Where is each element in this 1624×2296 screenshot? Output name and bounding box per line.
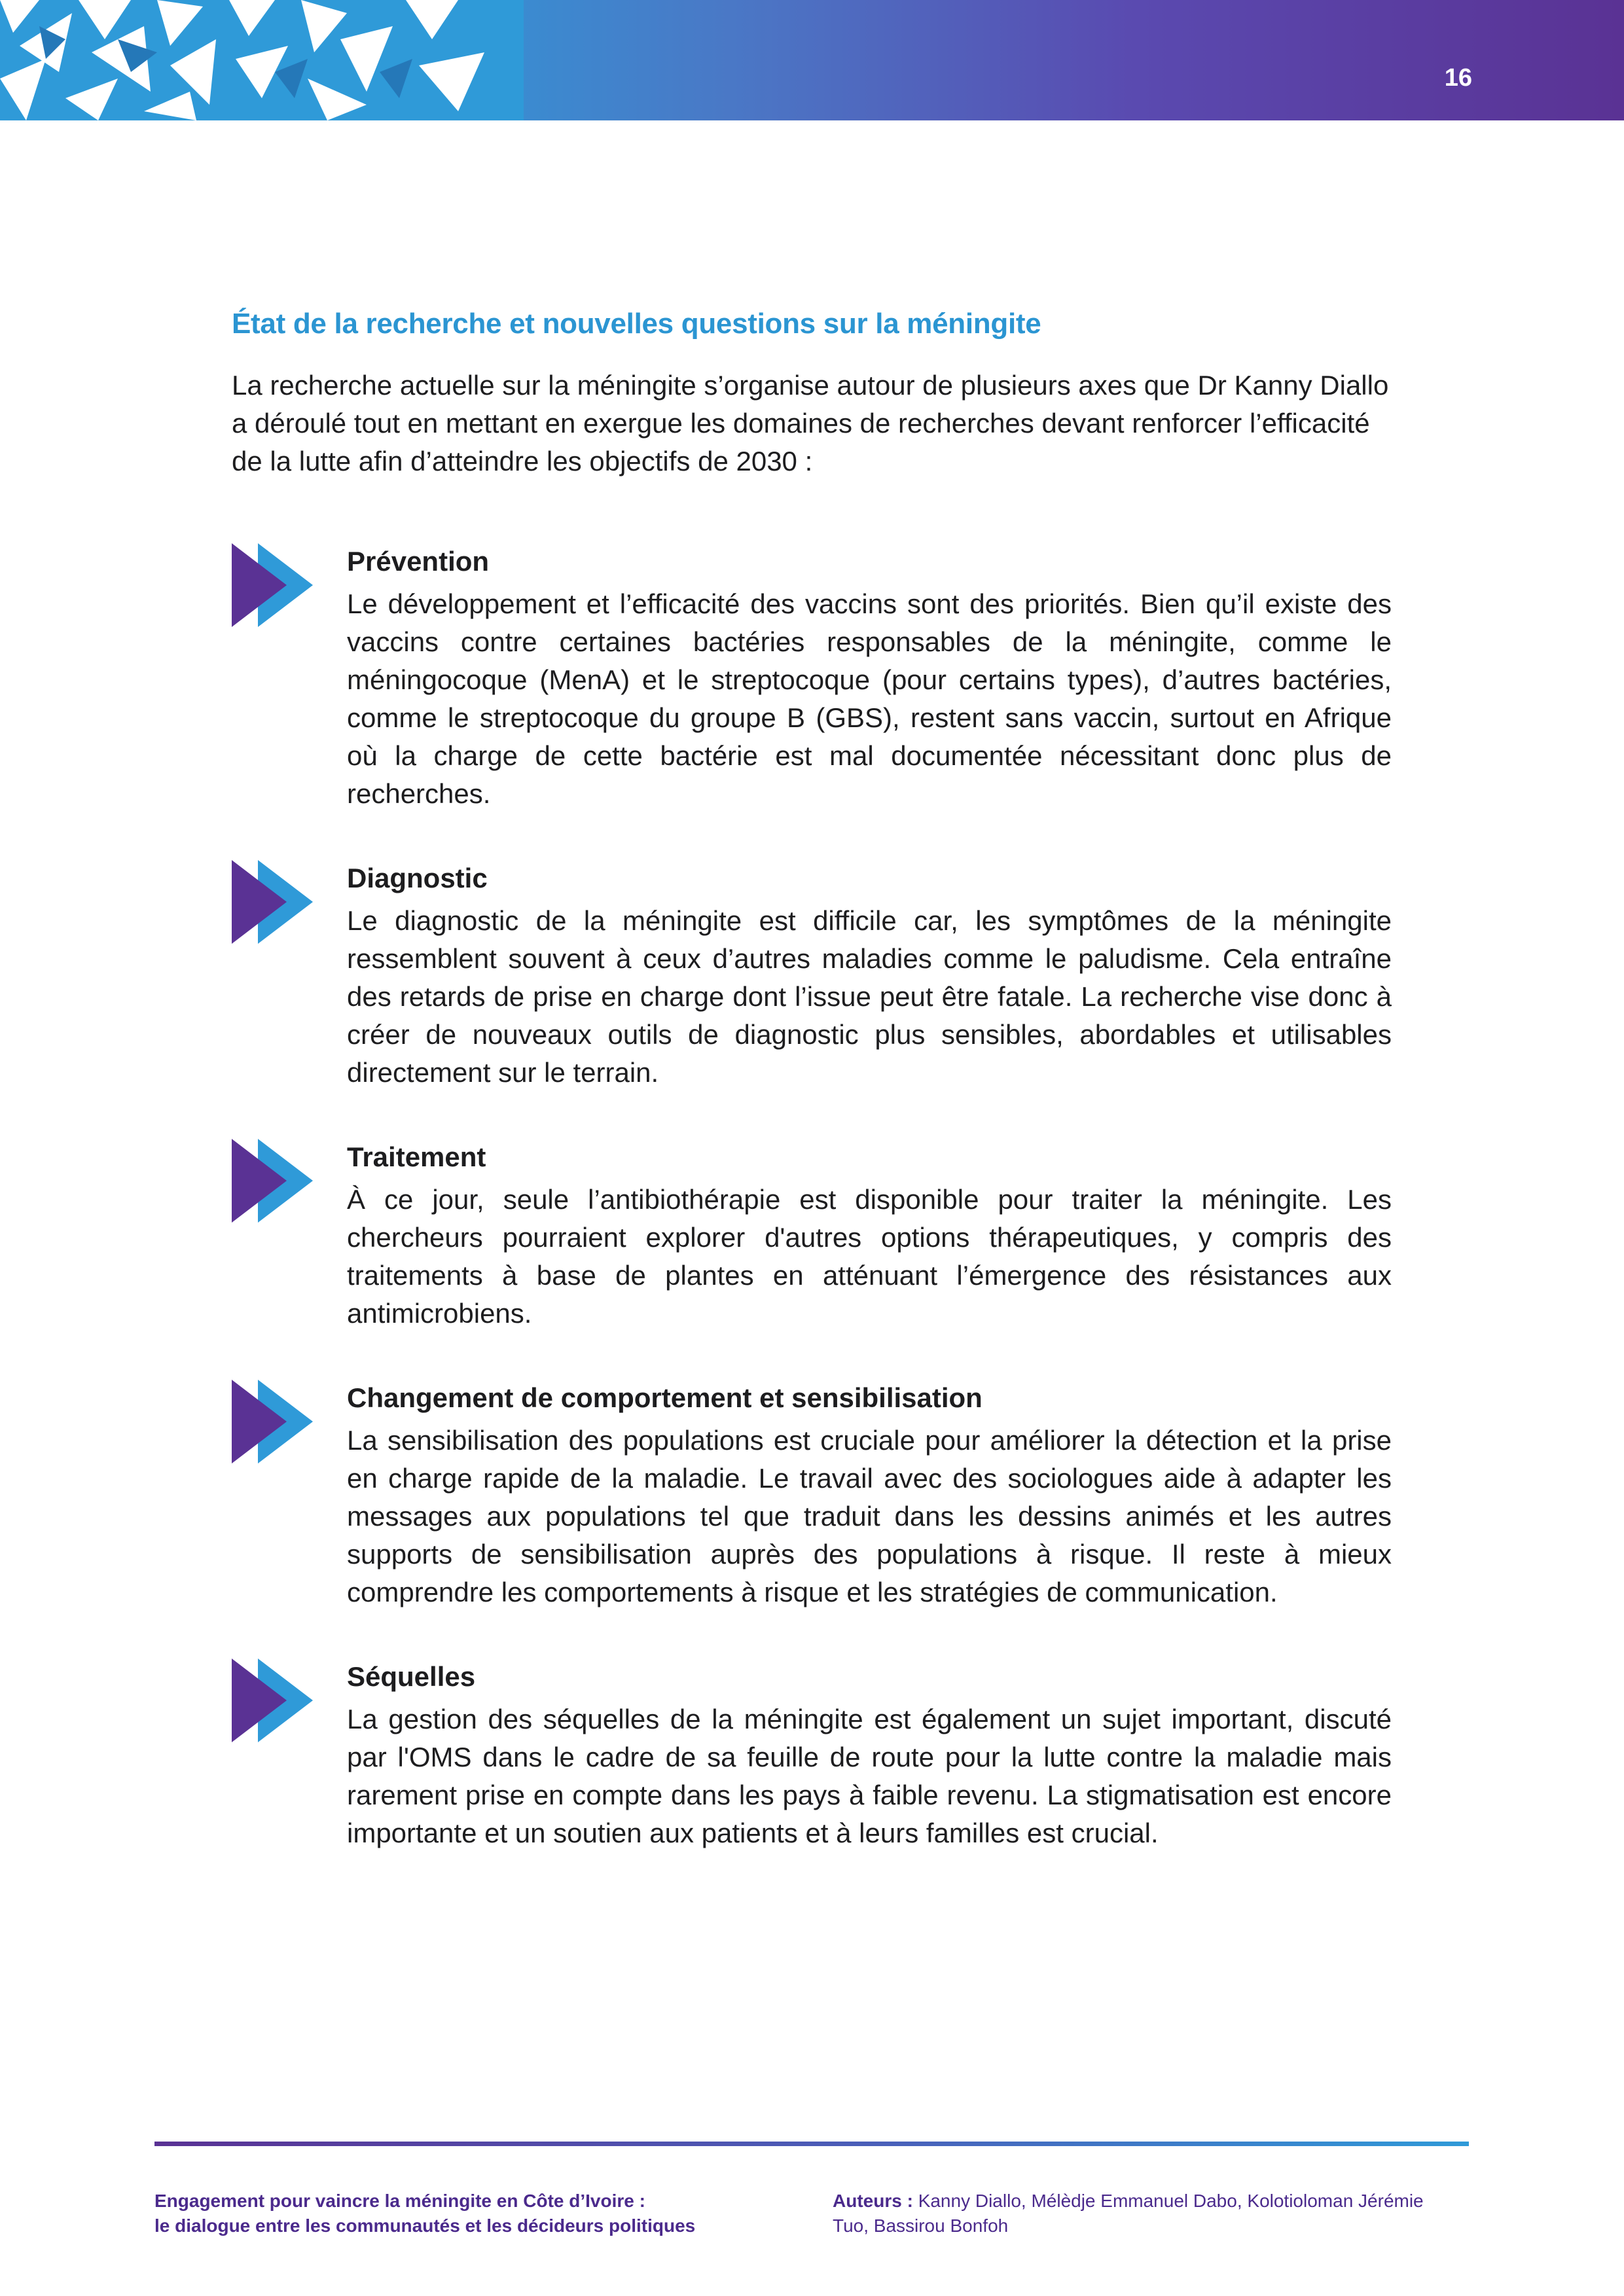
footer-divider	[154, 2142, 1469, 2146]
axis-body: À ce jour, seule l’antibiothérapie est disponible pour traiter la méningite. Les chercheurs pourraient explorer d'autres options thérapeutiques, y compris des traitements à base de plantes en atténuant l’émergence des résistances aux antimicrobiens.	[347, 1184, 1392, 1329]
footer-title-line2: le dialogue entre les communautés et les décideurs politiques	[154, 2215, 696, 2236]
footer-document-title	[154, 2189, 796, 2238]
axis-item-sensibilisation	[232, 1380, 1392, 1611]
shattered-mosaic-decoration	[0, 0, 524, 120]
footer-authors	[833, 2189, 1461, 2238]
section-title: État de la recherche et nouvelles questions sur la méningite	[232, 308, 1041, 340]
axis-body: La gestion des séquelles de la méningite est également un sujet important, discuté par l'OMS dans le cadre de sa feuille de route pour la lutte contre la maladie mais rarement prise en compte dans les pays à faible revenu. La stigmatisation est encore importante et un soutien aux patients et à leurs familles est crucial.	[347, 1704, 1392, 1848]
axis-item-prevention	[232, 543, 1392, 813]
axis-body: La sensibilisation des populations est cruciale pour améliorer la détection et la prise en charge rapide de la maladie. Le travail avec des sociologues aide à adapter les messages aux populations tel que traduit dans les dessins animés et les autres supports de sensibilisation auprès des populations à risque. Il reste à mieux comprendre les comportements à risque et les stratégies de communication.	[347, 1425, 1392, 1607]
axis-body: Le développement et l’efficacité des vaccins sont des priorités. Bien qu’il existe des vaccins contre certaines bactéries responsables de la méningite, comme le méningocoque (MenA) et le streptocoque (pour certains types), d’autres bactéries, comme le streptocoque du groupe B (GBS), restent sans vaccin, surtout en Afrique où la charge de cette bactérie est mal documentée nécessitant donc plus de recherches.	[347, 588, 1392, 809]
axis-heading: Traitement	[347, 1141, 486, 1172]
axis-heading: Diagnostic	[347, 863, 488, 893]
intro-paragraph: La recherche actuelle sur la méningite s’organise autour de plusieurs axes que Dr Kanny Diallo a déroulé tout en mettant en exergue les domaines de recherches devant renforcer l’efficacité de la lutte afin d’atteindre les objectifs de 2030 :	[232, 370, 1389, 476]
axis-item-diagnostic	[232, 860, 1392, 1092]
double-chevron-right-icon	[232, 1139, 313, 1223]
footer-authors-names: Kanny Diallo, Mélèdje Emmanuel Dabo, Kolotioloman Jérémie Tuo, Bassirou Bonfoh	[833, 2191, 1424, 2236]
footer-title-line1: Engagement pour vaincre la méningite en Côte d’Ivoire :	[154, 2191, 645, 2211]
axis-body: Le diagnostic de la méningite est difficile car, les symptômes de la méningite ressemblent souvent à ceux d’autres maladies comme le paludisme. Cela entraîne des retards de prise en charge dont l’issue peut être fatale. La recherche vise donc à créer de nouveaux outils de diagnostic plus sensibles, abordables et utilisables directement sur le terrain.	[347, 905, 1392, 1088]
double-chevron-right-icon	[232, 1380, 313, 1463]
axis-item-sequelles	[232, 1659, 1392, 1852]
axis-heading: Séquelles	[347, 1661, 476, 1692]
footer-authors-label: Auteurs :	[833, 2191, 918, 2211]
header-band	[0, 0, 1624, 120]
main-content	[232, 308, 1392, 1899]
axis-heading: Prévention	[347, 546, 490, 577]
double-chevron-right-icon	[232, 860, 313, 944]
double-chevron-right-icon	[232, 1659, 313, 1742]
double-chevron-right-icon	[232, 543, 313, 627]
axis-heading: Changement de comportement et sensibilisation	[347, 1382, 983, 1413]
axis-item-traitement	[232, 1139, 1392, 1333]
page-number: 16	[1444, 64, 1472, 92]
